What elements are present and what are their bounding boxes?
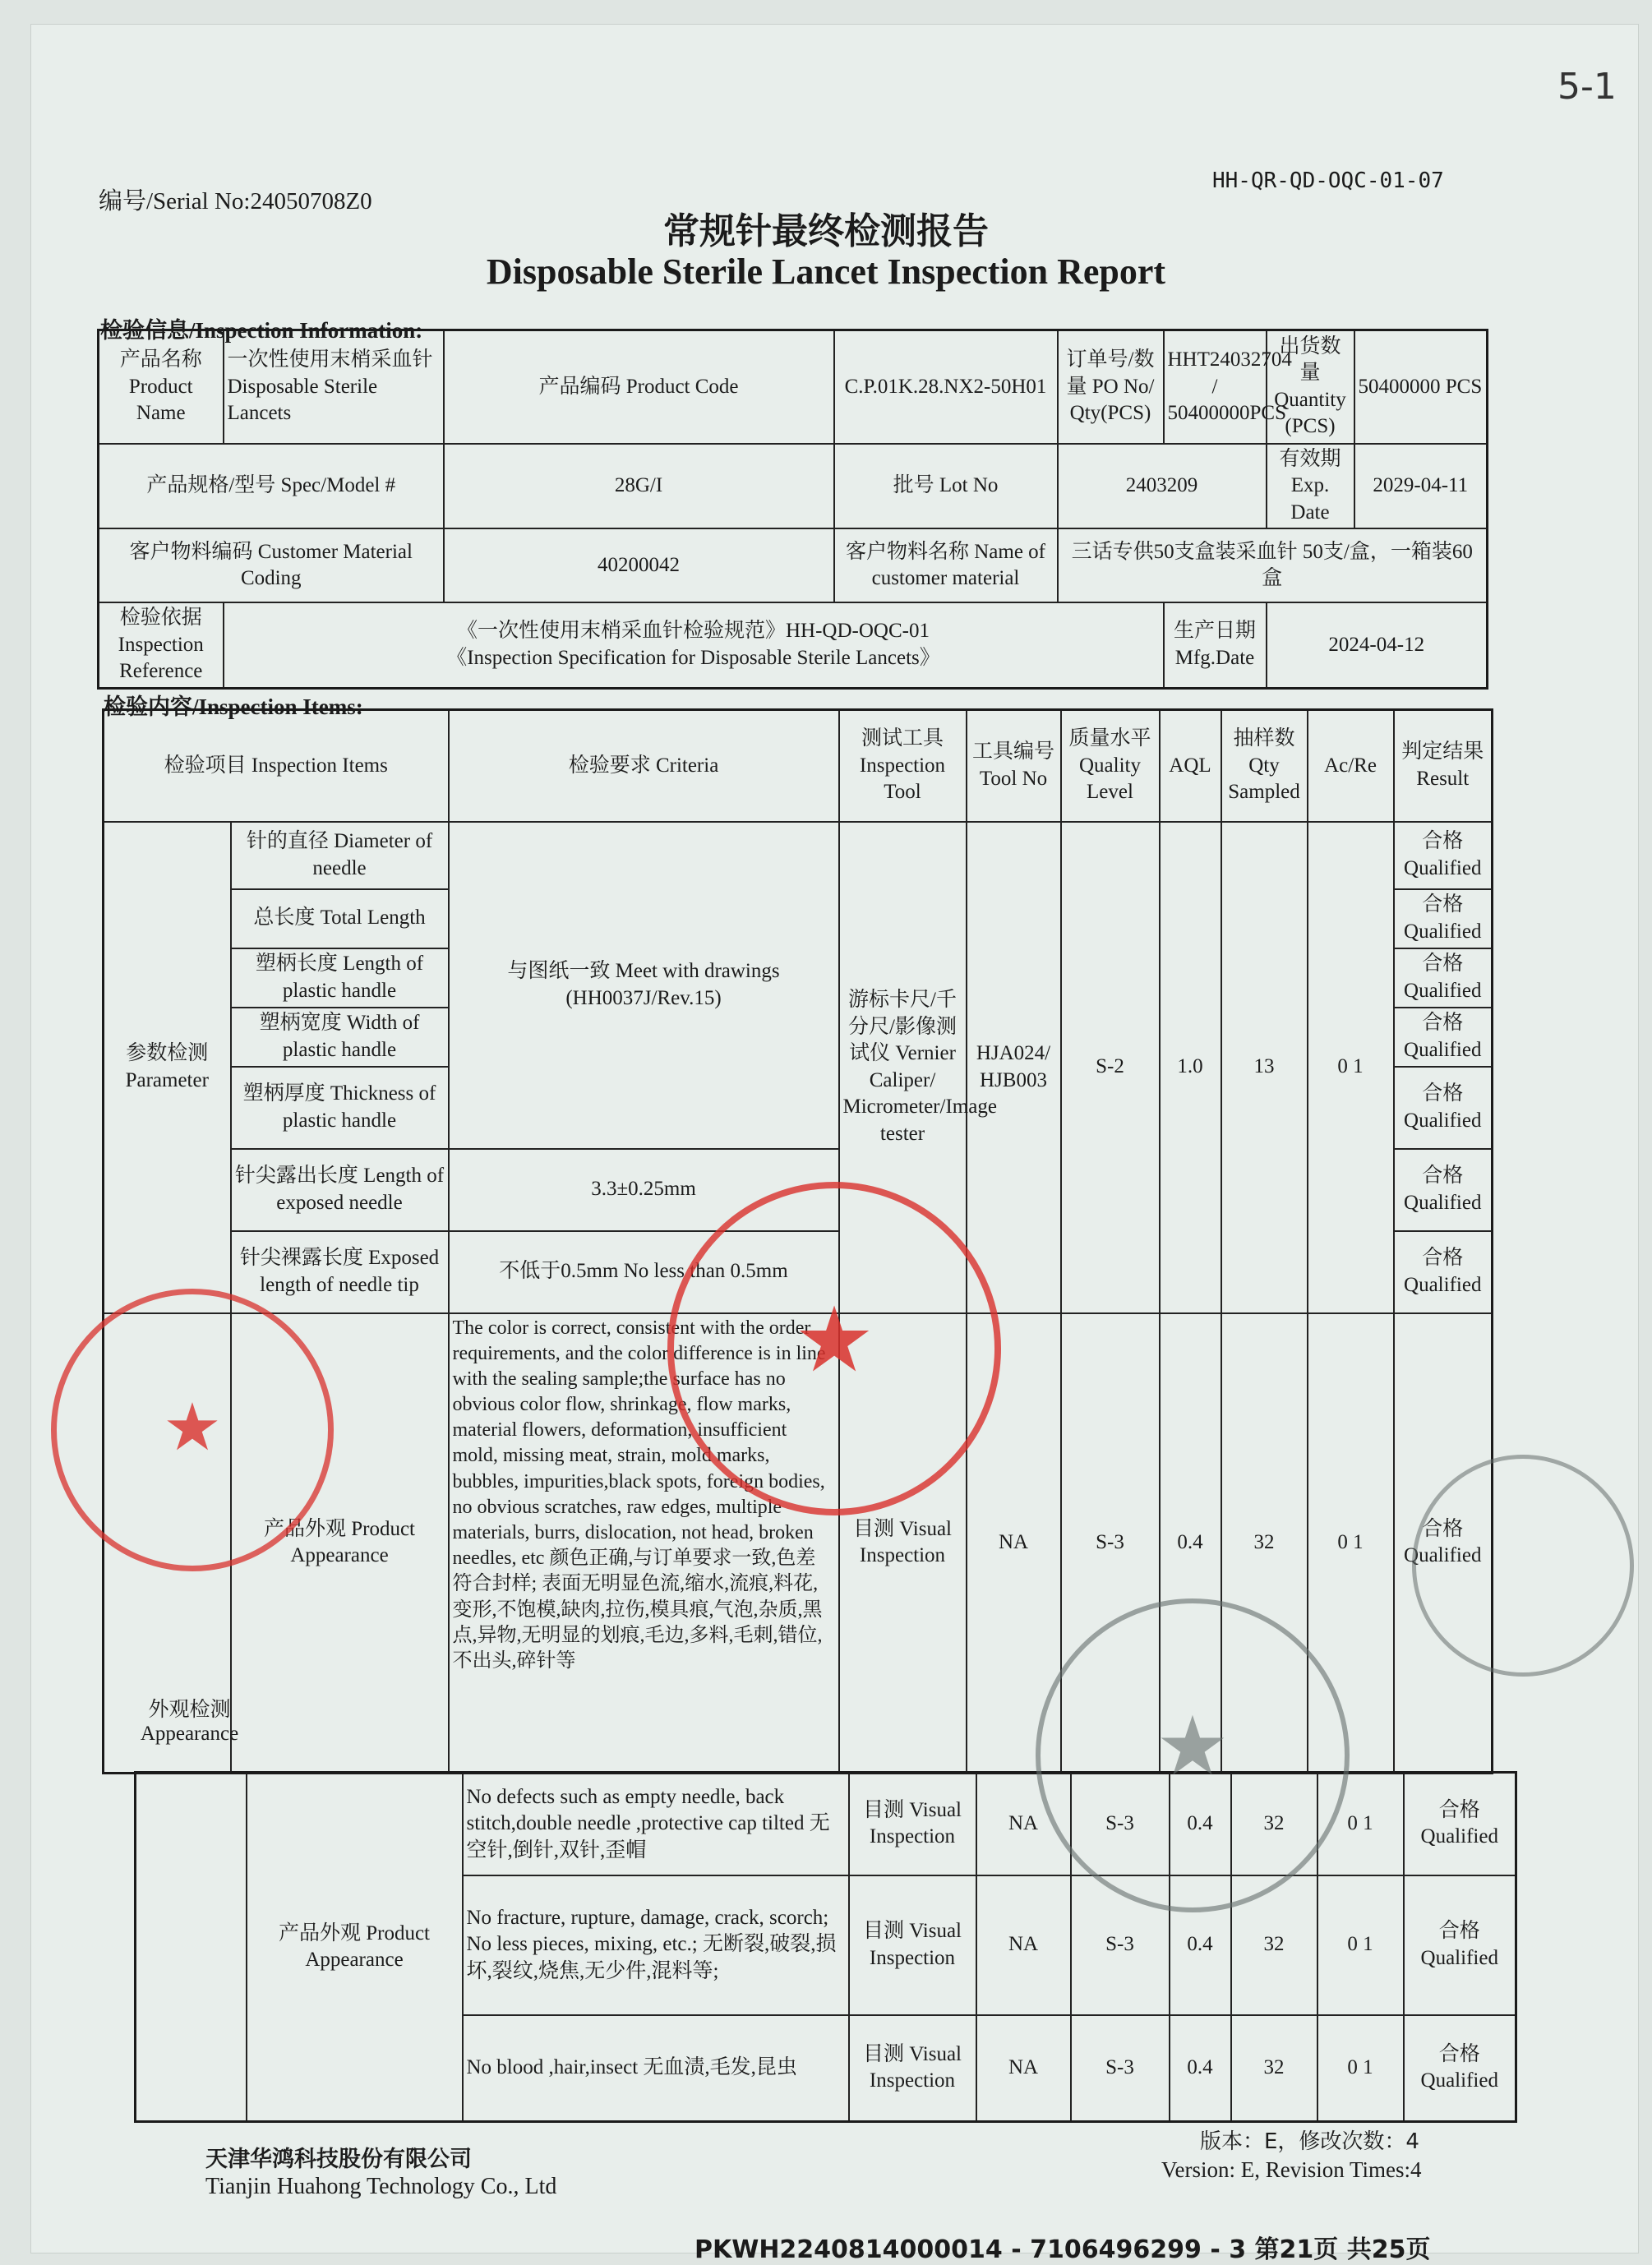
result-qualified: 合格 Qualified [1394, 822, 1493, 889]
exp-label: 有效期 Exp. Date [1267, 444, 1354, 529]
appearance-level-1: S-3 [1061, 1313, 1160, 1774]
stamp-star-icon: ★ [1156, 1698, 1230, 1794]
serial-number: 编号/Serial No:24050708Z0 [99, 188, 372, 215]
stamp-left [51, 1289, 334, 1571]
param-row: 塑柄宽度 Width of plastic handle [231, 1008, 449, 1067]
product-code-label: 产品编码 Product Code [444, 330, 834, 444]
result-qualified: 合格 Qualified [1394, 889, 1493, 948]
spec-value: 28G/I [444, 444, 834, 529]
version-en: Version: E, Revision Times:4 [1161, 2157, 1422, 2182]
inspection-information-table [97, 329, 1488, 690]
stamp-far-right [1412, 1455, 1634, 1677]
section-inspection-items: 检验内容/Inspection Items: [104, 694, 363, 719]
param-tool-no: HJA024/ HJB003 [967, 822, 1061, 1313]
title-chinese: 常规针最终检测报告 [663, 210, 989, 252]
param-row: 总长度 Total Length [231, 889, 449, 948]
appearance-tool-3: 目测 Visual Inspection [849, 1875, 976, 2015]
result-qualified: 合格 Qualified [1404, 2015, 1516, 2122]
customer-name-value: 三话专供50支盒装采血针 50支/盒，一箱装60盒 [1058, 528, 1488, 602]
appearance-qty-3: 32 [1231, 1875, 1317, 2015]
appearance-sub-1: 产品外观 Product Appearance [231, 1313, 449, 1774]
result-qualified: 合格 Qualified [1404, 1773, 1516, 1875]
page-footer-line: PKWH2240814000014 - 7106496299 - 3 第21页 共25页 [694, 2235, 1431, 2264]
customer-code-value: 40200042 [444, 528, 834, 602]
param-acre: 0 1 [1308, 822, 1394, 1313]
param-level: S-2 [1061, 822, 1160, 1313]
appearance-group-bottom [136, 1773, 247, 2122]
appearance-tool-1: 目测 Visual Inspection [839, 1313, 967, 1774]
appearance-acre-3: 0 1 [1317, 1875, 1404, 2015]
header-item: 检验项目 Inspection Items [104, 710, 449, 822]
appearance-acre-1: 0 1 [1308, 1313, 1394, 1774]
result-qualified: 合格 Qualified [1404, 1875, 1516, 2015]
company-name-en: Tianjin Huahong Technology Co., Ltd [205, 2174, 557, 2199]
appearance-tool-no-4: NA [976, 2015, 1071, 2122]
spec-label: 产品规格/型号 Spec/Model # [99, 444, 444, 529]
stamp-right [1036, 1598, 1350, 1912]
po-label: 订单号/数量 PO No/ Qty(PCS) [1058, 330, 1164, 444]
po-value: HHT24032704 / 50400000PCS [1164, 330, 1267, 444]
param-row: 针的直径 Diameter of needle [231, 822, 449, 889]
header-qty: 抽样数 Qty Sampled [1221, 710, 1308, 822]
header-level: 质量水平 Quality Level [1061, 710, 1160, 822]
stamp-center [667, 1182, 1001, 1515]
appearance-acre-2: 0 1 [1317, 1773, 1404, 1875]
param-aql: 1.0 [1160, 822, 1221, 1313]
mfg-value: 2024-04-12 [1267, 602, 1488, 688]
param-criteria-drawings: 与图纸一致 Meet with drawings (HH0037J/Rev.15) [449, 822, 839, 1149]
appearance-criteria-2: No defects such as empty needle, back stitch,double needle ,protective cap tilted 无空针,倒针,双针,歪帽 [463, 1773, 849, 1875]
appearance-qty-1: 32 [1221, 1313, 1308, 1774]
section-inspection-information: 检验信息/Inspection Information: [100, 318, 423, 343]
result-qualified: 合格 Qualified [1394, 1231, 1493, 1313]
appearance-aql-2: 0.4 [1170, 1773, 1231, 1875]
param-row: 针尖露出长度 Length of exposed needle [231, 1149, 449, 1231]
header-tool-no: 工具编号 Tool No [967, 710, 1061, 822]
appearance-tool-2: 目测 Visual Inspection [849, 1773, 976, 1875]
result-qualified: 合格 Qualified [1394, 1008, 1493, 1067]
company-name-cn: 天津华鸿科技股份有限公司 [205, 2147, 472, 2172]
param-row: 针尖裸露长度 Exposed length of needle tip [231, 1231, 449, 1313]
result-qualified: 合格 Qualified [1394, 948, 1493, 1008]
result-qualified: 合格 Qualified [1394, 1067, 1493, 1149]
product-code-value: C.P.01K.28.NX2-50H01 [834, 330, 1058, 444]
product-name-value: 一次性使用末梢采血针 Disposable Sterile Lancets [224, 330, 444, 444]
exp-value: 2029-04-11 [1354, 444, 1488, 529]
corner-note: 5-1 [1557, 66, 1617, 108]
header-acre: Ac/Re [1308, 710, 1394, 822]
reference-value-cn: 《一次性使用末梢采血针检验规范》HH-QD-OQC-01 [457, 620, 930, 643]
customer-code-label: 客户物料编码 Customer Material Coding [99, 528, 444, 602]
title-english: Disposable Sterile Lancet Inspection Report [486, 251, 1166, 292]
appearance-tool-4: 目测 Visual Inspection [849, 2015, 976, 2122]
param-row: 塑柄厚度 Thickness of plastic handle [231, 1067, 449, 1149]
result-qualified: 合格 Qualified [1394, 1149, 1493, 1231]
param-row: 塑柄长度 Length of plastic handle [231, 948, 449, 1008]
lot-label: 批号 Lot No [834, 444, 1058, 529]
param-criteria-tip: 不低于0.5mm No less than 0.5mm [449, 1231, 839, 1313]
appearance-aql-4: 0.4 [1170, 2015, 1231, 2122]
appearance-aql-1: 0.4 [1160, 1313, 1221, 1774]
lot-value: 2403209 [1058, 444, 1267, 529]
form-number: HH-QR-QD-OQC-01-07 [1212, 168, 1444, 193]
appearance-qty-4: 32 [1231, 2015, 1317, 2122]
reference-value-en: 《Inspection Specification for Disposable Sterile Lancets》 [446, 646, 940, 669]
result-qualified: 合格 Qualified [1394, 1313, 1493, 1774]
appearance-aql-3: 0.4 [1170, 1875, 1231, 2015]
param-qty: 13 [1221, 822, 1308, 1313]
stamp-star-icon: ★ [163, 1389, 222, 1465]
product-name-label: 产品名称 Product Name [99, 330, 224, 444]
param-criteria-exposed: 3.3±0.25mm [449, 1149, 839, 1231]
header-result: 判定结果 Result [1394, 710, 1493, 822]
mfg-label: 生产日期 Mfg.Date [1164, 602, 1267, 688]
appearance-group-label: 外观检测 Appearance [140, 1699, 239, 1745]
appearance-qty-2: 32 [1231, 1773, 1317, 1875]
appearance-sub-2: 产品外观 Product Appearance [247, 1773, 463, 2122]
appearance-tool-no-3: NA [976, 1875, 1071, 2015]
header-aql: AQL [1160, 710, 1221, 822]
appearance-level-4: S-3 [1071, 2015, 1170, 2122]
stamp-star-icon: ★ [793, 1287, 875, 1392]
appearance-acre-4: 0 1 [1317, 2015, 1404, 2122]
header-tool: 测试工具 Inspection Tool [839, 710, 967, 822]
param-tool: 游标卡尺/千分尺/影像测试仪 Vernier Caliper/ Micrometer/Image tester [839, 822, 967, 1313]
reference-label: 检验依据 Inspection Reference [99, 602, 224, 688]
appearance-tool-no-2: NA [976, 1773, 1071, 1875]
reference-value [224, 602, 1164, 688]
ship-qty-label: 出货数量 Quantity (PCS) [1267, 330, 1354, 444]
appearance-criteria-4: No blood ,hair,insect 无血渍,毛发,昆虫 [463, 2015, 849, 2122]
appearance-tool-no-1: NA [967, 1313, 1061, 1774]
appearance-level-3: S-3 [1071, 1875, 1170, 2015]
customer-name-label: 客户物料名称 Name of customer material [834, 528, 1058, 602]
appearance-level-2: S-3 [1071, 1773, 1170, 1875]
header-criteria: 检验要求 Criteria [449, 710, 839, 822]
appearance-criteria-1: The color is correct, consistent with the order requirements, and the color difference is in line with the sealing sample;the surface has no obvious color flow, shrinkage, flow marks, material flowers, deformation, insufficient mold, missing meat, strain, mold marks, bubbles, impurities,black spots, foreign bodies, no obvious scratches, raw edges, multiple materials, burrs, dislocation, not head, broken needles, etc 颜色正确,与订单要求一致,色差符合封样; 表面无明显色流,缩水,流痕,料花,变形,不饱模,缺肉,拉伤,模具痕,气泡,杂质,黑点,异物,无明显的划痕,毛边,多料,毛刺,错位,不出头,碎针等 [449, 1313, 839, 1774]
ship-qty-value: 50400000 PCS [1354, 330, 1488, 444]
parameter-group: 参数检测 Parameter [104, 822, 231, 1313]
appearance-criteria-3: No fracture, rupture, damage, crack, scorch; No less pieces, mixing, etc.; 无断裂,破裂,损坏,裂纹,烧焦,无少件,混料等; [463, 1875, 849, 2015]
version-cn: 版本：E，修改次数：4 [1200, 2129, 1419, 2154]
